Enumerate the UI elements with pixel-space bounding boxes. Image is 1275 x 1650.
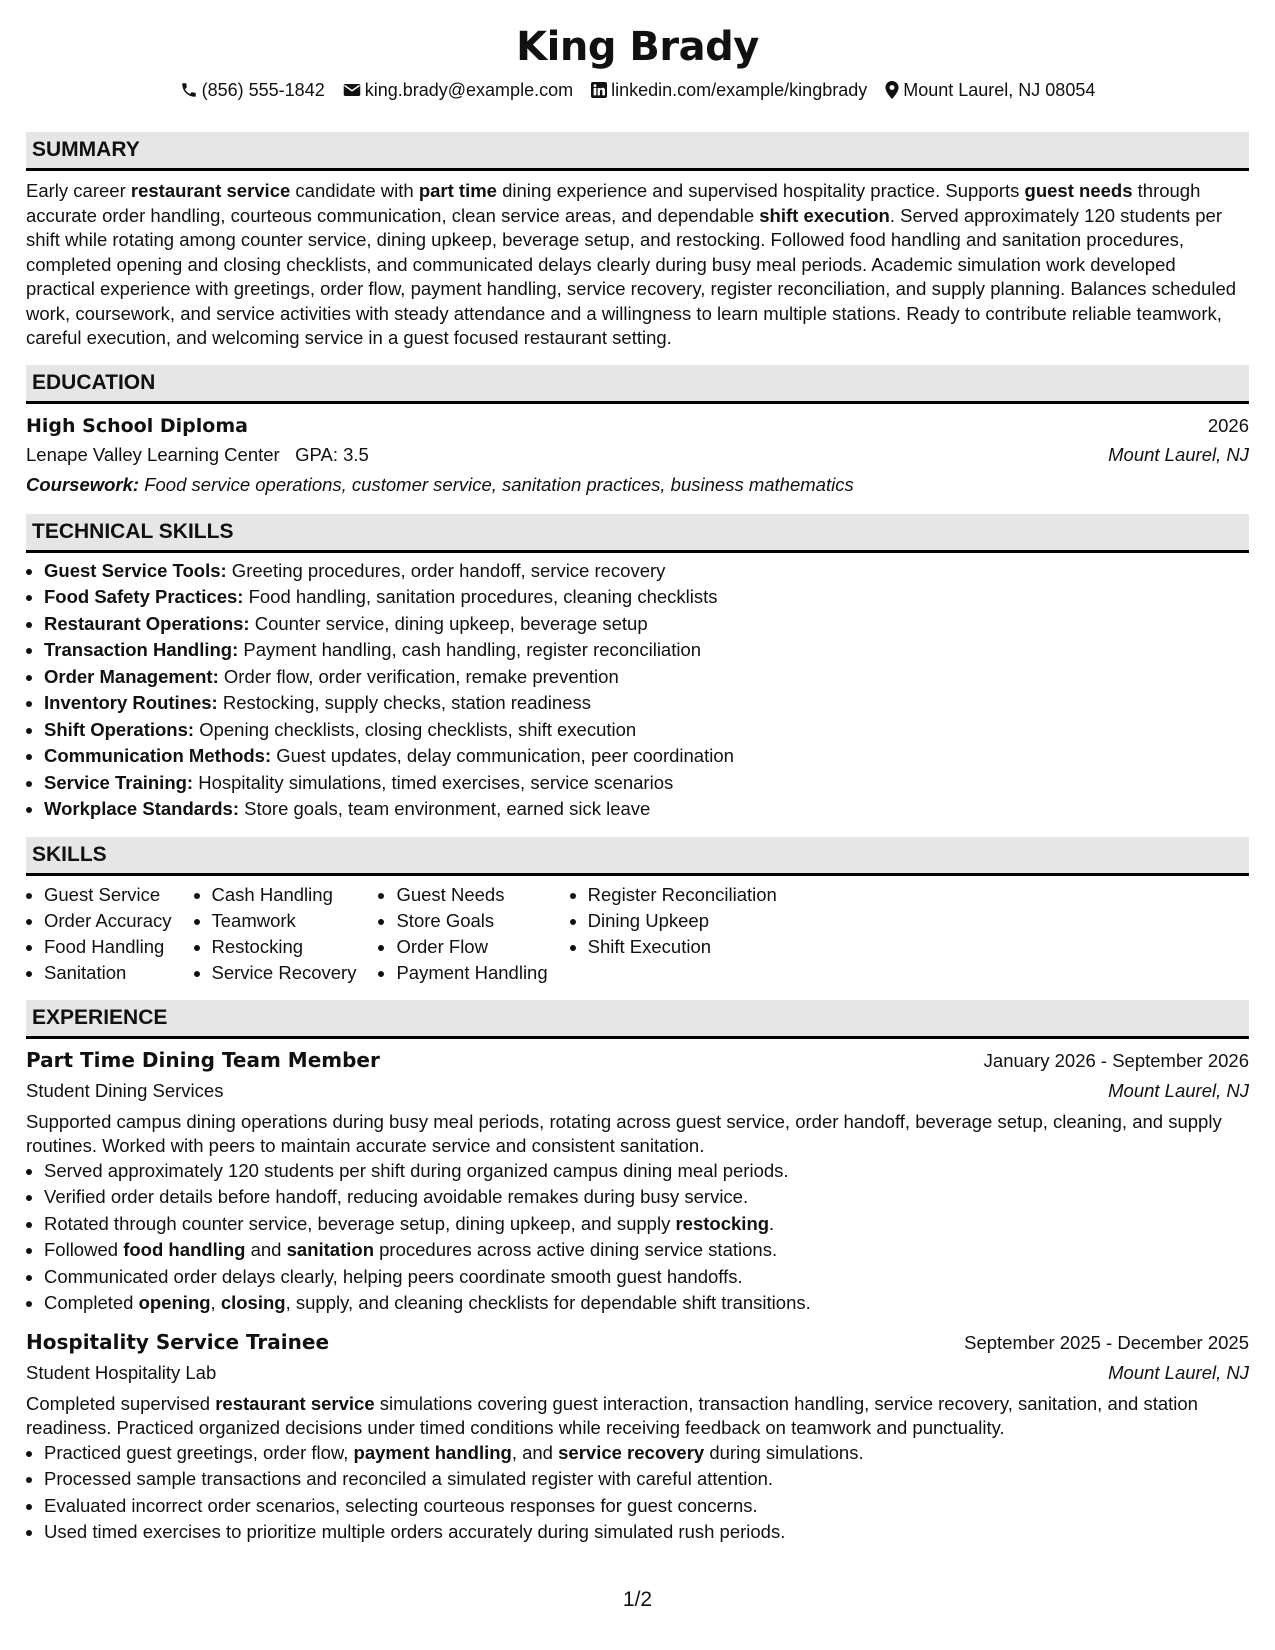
skills-column	[378, 882, 547, 986]
technical-skill-item	[44, 664, 1249, 691]
emphasis-text: food handling	[123, 1239, 246, 1260]
skill-item: • Restocking	[212, 934, 357, 960]
emphasis-text: restaurant service	[130, 180, 291, 201]
emphasis-text: payment handling	[353, 1441, 512, 1463]
text-segment: Evaluated incorrect order scenarios, selecting courteous responses for guest concerns.	[44, 1494, 758, 1516]
skill-item: • Shift Execution	[588, 934, 777, 960]
job-dates: September 2025 - December 2025	[964, 1331, 1249, 1353]
email-address[interactable]: king.brady@example.com	[364, 80, 574, 100]
job-entry	[26, 1327, 1249, 1546]
skill-item: • Guest Needs	[396, 882, 547, 908]
job-bullet	[44, 1264, 1249, 1291]
emphasis-text: shift execution	[759, 204, 890, 226]
skill-item: • Service Recovery	[212, 960, 357, 986]
contact-linkedin[interactable]	[591, 78, 867, 102]
phone-number: (856) 555-1842	[201, 80, 325, 100]
text-segment: . Served approximately 120 students per shift while rotating among counter service, dining upkeep, beverage setup, and restocking. Followed food handling and sanitation procedures, completed opening and closing checklists, and communicated delays clearly during busy meal periods. Academic simulation work developed practical experience with greetings, order flow, payment handling, service recovery, register reconciliation, and supply planning. Balances scheduled work, coursework, and service activities with steady attendance and a willingness to learn multiple stations. Ready to contribute reliable teamwork, careful execution, and welcoming service in a guest focused restaurant setting.	[26, 204, 1237, 348]
school-location: Mount Laurel, NJ	[1108, 443, 1249, 465]
job-summary	[26, 1392, 1249, 1440]
skill-details: Opening checklists, closing checklists, shift execution	[194, 718, 637, 740]
text-segment: candidate with	[290, 180, 419, 201]
skill-category: Shift Operations:	[44, 718, 195, 740]
emphasis-text: part time	[418, 180, 497, 201]
linkedin-url[interactable]: linkedin.com/example/kingbrady	[611, 80, 868, 100]
skill-details: Store goals, team environment, earned sick leave	[239, 798, 651, 819]
text-segment: Completed supervised	[26, 1392, 216, 1414]
skill-item: • Register Reconciliation	[588, 882, 777, 908]
experience-list	[26, 1045, 1249, 1546]
skill-details: Payment handling, cash handling, register reconciliation	[238, 639, 702, 660]
skill-details: Restocking, supply checks, station readiness	[217, 692, 591, 713]
text-segment: dining experience and supervised hospitality practice. Supports	[496, 180, 1025, 201]
summary-heading: SUMMARY	[26, 132, 1249, 171]
job-bullet	[44, 1184, 1249, 1211]
skill-category: Service Training:	[44, 771, 194, 793]
text-segment: Verified order details before handoff, reducing avoidable remakes during busy service.	[44, 1186, 749, 1207]
skill-category: Food Safety Practices:	[44, 586, 244, 607]
skill-item: • Sanitation	[44, 960, 172, 986]
job-organization: Student Hospitality Lab	[26, 1361, 217, 1383]
job-title: Hospitality Service Trainee	[26, 1329, 330, 1354]
text-segment: Early career	[26, 180, 131, 201]
education-heading: EDUCATION	[26, 365, 1249, 404]
text-segment: through accurate order handling, courteous communication, clean service areas, and dependable	[26, 180, 1201, 226]
graduation-year: 2026	[1207, 414, 1249, 436]
coursework-text: Food service operations, customer service, sanitation practices, business mathematics	[144, 473, 854, 495]
gpa: GPA: 3.5	[295, 443, 369, 465]
text-segment: and	[245, 1239, 287, 1260]
job-bullet	[44, 1237, 1249, 1264]
job-entry	[26, 1045, 1249, 1317]
experience-heading: EXPERIENCE	[26, 1000, 1249, 1039]
skills-heading: SKILLS	[26, 837, 1249, 876]
technical-skills-list	[26, 558, 1249, 823]
skill-item: • Food Handling	[44, 934, 172, 960]
skill-details: Greeting procedures, order handoff, service recovery	[226, 559, 666, 581]
technical-skill-item	[44, 796, 1249, 823]
skill-details: Guest updates, delay communication, peer coordination	[271, 745, 734, 766]
emphasis-text: restaurant service	[215, 1392, 375, 1414]
skills-column	[26, 882, 172, 986]
skills-column	[570, 882, 777, 986]
email-icon	[343, 82, 361, 98]
school-name: Lenape Valley Learning Center	[26, 443, 280, 465]
emphasis-text: service recovery	[558, 1441, 705, 1463]
technical-skill-item	[44, 611, 1249, 638]
job-summary	[26, 1110, 1249, 1158]
job-bullets	[26, 1440, 1249, 1546]
skill-category: Communication Methods:	[44, 745, 272, 766]
job-bullet	[44, 1493, 1249, 1520]
skill-details: Hospitality simulations, timed exercises, service scenarios	[193, 771, 674, 793]
text-segment: Communicated order delays clearly, helping peers coordinate smooth guest handoffs.	[44, 1265, 743, 1287]
technical-skill-item	[44, 717, 1249, 744]
text-segment: procedures across active dining service stations.	[374, 1239, 778, 1260]
technical-skills-heading: TECHNICAL SKILLS	[26, 514, 1249, 553]
skill-details: Order flow, order verification, remake prevention	[218, 665, 619, 687]
text-segment: , and	[511, 1441, 559, 1463]
technical-skill-item	[44, 770, 1249, 797]
text-segment: Served approximately 120 students per shift during organized campus dining meal periods.	[44, 1159, 789, 1181]
text-segment: Followed	[44, 1239, 124, 1260]
emphasis-text: guest needs	[1024, 180, 1133, 201]
skill-category: Guest Service Tools:	[44, 559, 227, 581]
linkedin-icon	[591, 82, 607, 98]
skills-column	[194, 882, 357, 986]
text-segment: Used timed exercises to prioritize multiple orders accurately during simulated rush periods.	[44, 1521, 786, 1542]
job-location: Mount Laurel, NJ	[1108, 1361, 1249, 1383]
location-pin-icon	[885, 81, 899, 99]
skill-item: • Teamwork	[212, 908, 357, 934]
job-bullets	[26, 1158, 1249, 1317]
technical-skill-item	[44, 690, 1249, 717]
skill-details: Food handling, sanitation procedures, cleaning checklists	[243, 586, 718, 607]
job-bullet	[44, 1211, 1249, 1238]
skill-category: Order Management:	[44, 665, 219, 687]
degree-title: High School Diploma	[26, 414, 248, 437]
text-segment: .	[769, 1212, 775, 1234]
text-segment: Processed sample transactions and reconciled a simulated register with careful attention.	[44, 1468, 774, 1489]
emphasis-text: opening	[138, 1292, 211, 1313]
skill-category: Transaction Handling:	[44, 639, 239, 660]
skill-item: • Cash Handling	[212, 882, 357, 908]
candidate-name: King Brady	[516, 24, 759, 70]
text-segment: Completed	[44, 1292, 139, 1313]
school-line	[26, 440, 369, 470]
emphasis-text: closing	[220, 1292, 286, 1313]
skill-item: • Dining Upkeep	[588, 908, 777, 934]
skill-category: Inventory Routines:	[44, 692, 218, 713]
skill-item: • Payment Handling	[396, 960, 547, 986]
coursework-line	[26, 470, 1249, 500]
skill-item: • Store Goals	[396, 908, 547, 934]
location-text: Mount Laurel, NJ 08054	[903, 80, 1096, 100]
contact-phone	[180, 78, 325, 102]
coursework-label: Coursework:	[26, 473, 140, 495]
summary-text	[26, 179, 1249, 351]
job-bullet	[44, 1519, 1249, 1546]
text-segment: simulations covering guest interaction, transaction handling, service recovery, sanitation, and station readiness. Practiced organized decisions under timed conditions while receiving feedback on teamwork and punctuality.	[26, 1392, 1198, 1438]
job-location: Mount Laurel, NJ	[1108, 1079, 1249, 1101]
job-dates: January 2026 - September 2026	[983, 1049, 1249, 1071]
skill-item: • Order Accuracy	[44, 908, 172, 934]
contact-location	[885, 78, 1095, 102]
contact-bar	[26, 78, 1249, 102]
text-segment: ,	[210, 1292, 221, 1313]
page-number: 1/2	[622, 1588, 653, 1611]
job-bullet	[44, 1466, 1249, 1493]
skill-category: Restaurant Operations:	[44, 612, 250, 634]
phone-icon	[180, 81, 198, 99]
emphasis-text: restocking	[675, 1212, 770, 1234]
skills-grid	[26, 882, 1249, 986]
technical-skill-item	[44, 637, 1249, 664]
skill-item: • Guest Service	[44, 882, 172, 908]
text-segment: Rotated through counter service, beverage setup, dining upkeep, and supply	[44, 1212, 676, 1234]
contact-email[interactable]	[343, 78, 573, 102]
emphasis-text: sanitation	[286, 1239, 374, 1260]
job-bullet	[44, 1290, 1249, 1317]
skill-category: Workplace Standards:	[44, 798, 239, 819]
job-organization: Student Dining Services	[26, 1079, 224, 1101]
technical-skill-item	[44, 558, 1249, 585]
text-segment: Practiced guest greetings, order flow,	[44, 1441, 354, 1463]
skill-item: • Order Flow	[396, 934, 547, 960]
job-bullet	[44, 1440, 1249, 1467]
education-entry	[26, 412, 1249, 500]
text-segment: Supported campus dining operations during busy meal periods, rotating across guest service, order handoff, beverage setup, cleaning, and supply routines. Worked with peers to maintain accurate service and consistent sanitation.	[26, 1110, 1222, 1156]
text-segment: , supply, and cleaning checklists for dependable shift transitions.	[285, 1292, 811, 1313]
job-title: Part Time Dining Team Member	[26, 1047, 380, 1072]
job-bullet	[44, 1158, 1249, 1185]
skill-details: Counter service, dining upkeep, beverage setup	[249, 612, 648, 634]
technical-skill-item	[44, 584, 1249, 611]
text-segment: during simulations.	[704, 1441, 864, 1463]
technical-skill-item	[44, 743, 1249, 770]
